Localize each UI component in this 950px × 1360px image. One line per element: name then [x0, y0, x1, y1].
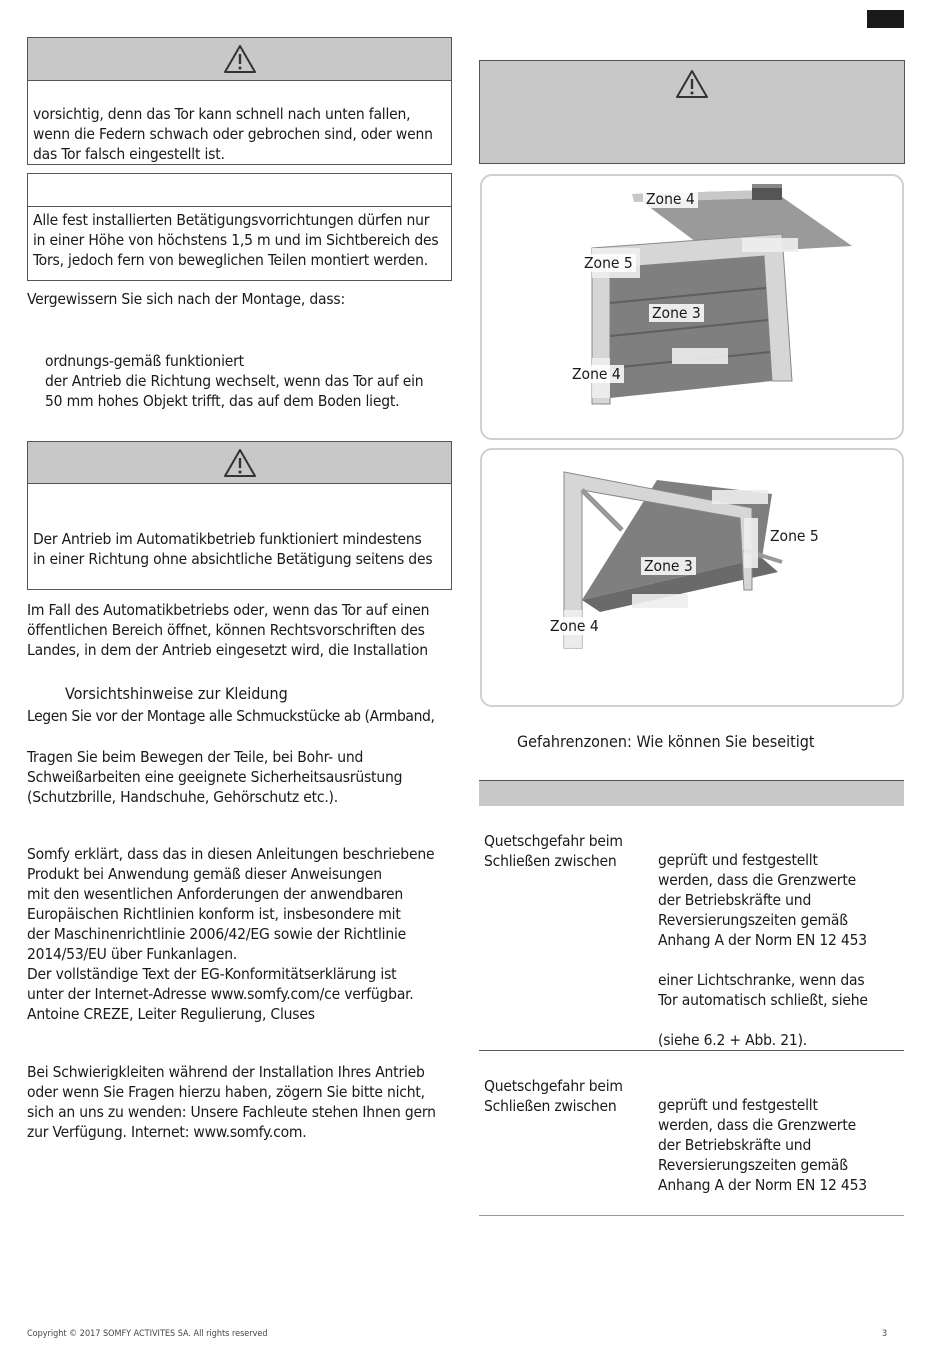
clothing-heading: Vorsichtshinweise zur Kleidung [65, 684, 288, 703]
conformity-paragraph: Somfy erklärt, dass das in diesen Anleitungen beschriebene Produkt bei Anwendung gemäß dieser Anweisungen mit den wesentlichen Anforderungen der anwendbaren Europäischen Richtlinien konform ist, insbesondere mit der Maschinenrichtlinie 2006/42/EG sowie der Richtlinie 2014/53/EU über Funkanlagen. Der vollständige Text der EG-Konformitätserklärung ist unter der Internet-Adresse www.somfy.com/ce verfügbar. Antoine CREZE, Leiter Regulierung, Cluses [27, 845, 435, 1023]
zone-label: Zone 4 [643, 190, 698, 208]
info-box-header-divider [28, 206, 451, 207]
figure-door-open [480, 448, 904, 707]
table-row-divider [479, 1050, 904, 1051]
zone-label: Zone 3 [649, 304, 704, 322]
list-item: 50 mm hohes Objekt trifft, das auf dem Boden liegt. [45, 392, 400, 410]
warning-box-automatic [27, 441, 452, 590]
corner-tab [867, 10, 904, 28]
warning-box-1-text: vorsichtig, denn das Tor kann schnell nach unten fallen, wenn die Federn schwach oder gebrochen sind, oder wenn das Tor falsch eingestellt ist. [33, 105, 433, 163]
info-box-mounting-text: Alle fest installierten Betätigungsvorrichtungen dürfen nur in einer Höhe von höchstens 1,5 m und im Sichtbereich des Tors, jedoch fern von beweglichen Teilen montiert werden. [33, 211, 439, 269]
warning-triangle-icon [223, 448, 257, 478]
list-item: ordnungs-gemäß funktioniert [45, 352, 244, 370]
footer-copyright: Copyright © 2017 SOMFY ACTIVITES SA. All rights reserved [27, 1329, 268, 1339]
hazard-table-header [479, 780, 904, 806]
warning-icon-wrap [675, 69, 709, 103]
hazard-section-title: Gefahrenzonen: Wie können Sie beseitigt [517, 732, 815, 751]
info-box-mounting [27, 173, 452, 281]
warning-triangle-icon [675, 69, 709, 99]
page-number: 3 [882, 1329, 888, 1339]
support-paragraph: Bei Schwierigkleiten während der Installation Ihres Antrieb oder wenn Sie Fragen hierzu haben, zögern Sie bitte nicht, sich an uns zu wenden: Unsere Fachleute stehen Ihnen gern zur Verfügung. Internet: www.somfy.com. [27, 1063, 436, 1141]
warning-box-1 [27, 37, 452, 165]
warning-triangle-icon [223, 44, 257, 74]
safety-paragraph: Tragen Sie beim Bewegen der Teile, bei Bohr- und Schweißarbeiten eine geeignete Sicherheitsausrüstung (Schutzbrille, Handschuhe, Gehörschutz etc.). [27, 748, 403, 806]
zone-label: Zone 4 [547, 617, 602, 635]
warning-box-automatic-text: Der Antrieb im Automatikbetrieb funktioniert mindestens in einer Richtung ohne absichtliche Betätigung seitens des [33, 530, 433, 568]
zone-label: Zone 5 [767, 527, 822, 545]
table-row-1-hazard: Quetschgefahr beim Schließen zwischen [484, 832, 623, 870]
clothing-line: Legen Sie vor der Montage alle Schmuckstücke ab (Armband, [27, 707, 435, 725]
figure-door-closed [480, 174, 904, 440]
warning-box-1-header [28, 38, 451, 81]
check-list [45, 351, 423, 411]
zone-label: Zone 4 [569, 365, 624, 383]
zone-label: Zone 5 [581, 254, 636, 272]
table-bottom-rule [479, 1215, 904, 1216]
check-intro: Vergewissern Sie sich nach der Montage, dass: [27, 290, 345, 308]
automatic-paragraph: Im Fall des Automatikbetriebs oder, wenn das Tor auf einen öffentlichen Bereich öffnet, können Rechtsvorschriften des Landes, in dem der Antrieb eingesetzt wird, die Installation [27, 601, 430, 659]
warning-box-automatic-header [28, 442, 451, 484]
table-row-2-hazard: Quetschgefahr beim Schließen zwischen [484, 1077, 623, 1115]
zone-label: Zone 3 [641, 557, 696, 575]
table-row-2-remedy: geprüft und festgestellt werden, dass die Grenzwerte der Betriebskräfte und Reversierungszeiten gemäß Anhang A der Norm EN 12 453 [658, 1096, 867, 1194]
list-item: der Antrieb die Richtung wechselt, wenn das Tor auf ein [45, 372, 424, 390]
warning-box-right [479, 60, 905, 164]
garage-door-open-illustration [482, 450, 902, 705]
table-row-1-remedy: geprüft und festgestellt werden, dass die Grenzwerte der Betriebskräfte und Reversierungszeiten gemäß Anhang A der Norm EN 12 453 einer Lichtschranke, wenn das Tor automatisch schließt, siehe (siehe 6.2 + Abb. 21). [658, 851, 868, 1049]
